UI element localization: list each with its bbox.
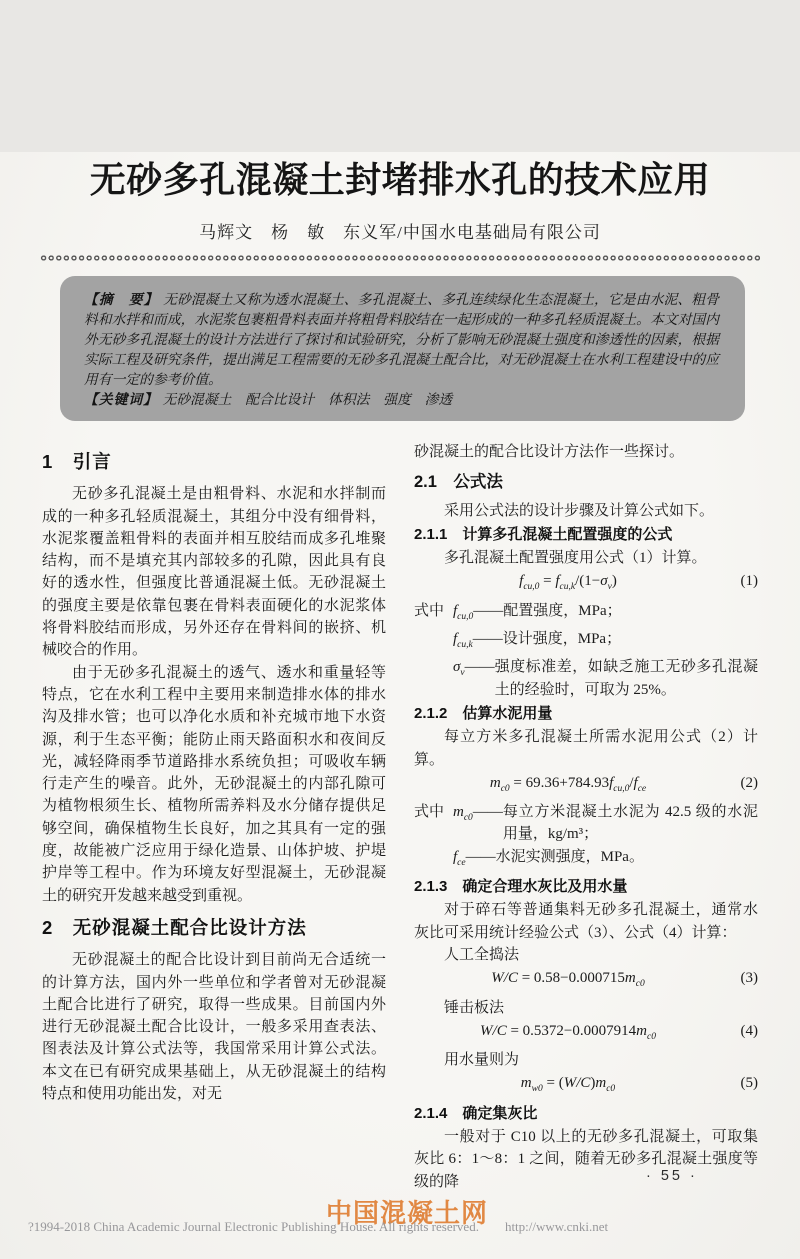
subscript: ce [637, 783, 647, 794]
formula-1-number: (1) [740, 573, 758, 590]
operator: = ( [542, 1075, 564, 1092]
subscript: c0 [606, 1084, 616, 1095]
method-label: 锤击板法 [444, 999, 505, 1016]
var: W/C [480, 1022, 507, 1039]
scanned-paper-page [0, 152, 800, 1259]
shizhong-label: 式中 [414, 804, 445, 821]
formula-4 [414, 1020, 758, 1048]
definition-desc: 强度标准差，如缺乏施工无砂多孔混凝土的经验时，可取为 25%。 [494, 659, 758, 698]
abstract-label: 【摘 要】 [84, 292, 164, 307]
subscript: cu,k [457, 640, 473, 651]
definition-desc: 水泥实测强度，MPa。 [495, 848, 644, 865]
definition-desc: 配置强度，MPa； [503, 602, 622, 619]
definition-row [414, 600, 758, 628]
abstract-box [60, 276, 745, 421]
var: f [633, 774, 638, 791]
formula-4-expression [414, 1020, 722, 1048]
definition-term [453, 600, 503, 628]
subscript: v [460, 668, 465, 679]
paragraph: 一般对于 C10 以上的无砂多孔混凝土，可取集灰比 6：1～8：1 之间，随着无砂多孔混凝土强度等级的降 [414, 1129, 758, 1190]
subscript: w0 [531, 1084, 543, 1095]
formula-2 [414, 772, 758, 800]
section-2-1-4-heading: 2.1.4 确定集灰比 [414, 1104, 538, 1122]
var: f [453, 848, 458, 865]
definition-row [414, 656, 758, 701]
formula-3 [414, 967, 758, 995]
operator: = 0.5372−0.0007914 [506, 1022, 637, 1039]
section-1-heading: 1 引言 [42, 451, 112, 472]
section-2-1-2-heading: 2.1.2 估算水泥用量 [414, 704, 553, 722]
operator: = 0.58−0.000715 [517, 970, 625, 987]
copyright-text: ?1994-2018 China Academic Journal Electronic Publishing House. All rights reserved. [28, 1219, 479, 1234]
right-column [414, 441, 758, 1193]
definition-term [453, 656, 495, 684]
dash: —— [465, 848, 496, 865]
section-2-heading: 2 无砂混凝土配合比设计方法 [42, 916, 307, 938]
subscript: ce [457, 857, 466, 868]
decorative-chain-divider [40, 254, 760, 262]
subscript: cu,0 [613, 783, 630, 794]
formula-1 [414, 570, 758, 598]
section-2-1-3-heading: 2.1.3 确定合理水灰比及用水量 [414, 878, 628, 896]
dash: —— [472, 804, 503, 821]
subscript: c0 [635, 979, 645, 990]
abstract-text: 无砂混凝土又称为透水混凝土、多孔混凝土、多孔连续绿化生态混凝土，它是由水泥、粗骨料和水拌和而成，水泥浆包裹粗骨料表面并将粗骨料胶结在一起形成的一种多孔轻质混凝土。本文对国内外无砂多孔混凝土的设计方法进行了探讨和试验研究，分析了影响无砂混凝土强度和渗透性的因素，根据实际工程及研究条件，提出满足工程需要的无砂多孔混凝土配合比，对无砂混凝土在水利工程建设中的应用有一定的参考价值。 [84, 292, 719, 387]
subscript: c0 [500, 783, 510, 794]
section-2-1-heading: 2.1 公式法 [414, 473, 503, 492]
formula-1-definitions [414, 600, 758, 701]
method-label: 用水量则为 [444, 1052, 520, 1069]
keywords-label: 【关键词】 [84, 392, 163, 407]
paragraph: 无砂多孔混凝土是由粗骨料、水泥和水拌制而成的一种多孔轻质混凝土，其组分中没有细骨料，水泥浆覆盖粗骨料的表面并相互胶结而成多孔堆聚结构，而不是填充其内部较多的孔隙，因此具有良好的透水性，但强度比普通混凝土低。无砂混凝土的强度主要是依靠包裹在骨料表面硬化的水泥浆体将骨料胶结而形成，另外还存在骨料间的嵌挤、机械咬合的作用。 [42, 486, 386, 659]
subscript: c0 [646, 1031, 656, 1042]
operator: = 69.36+784.93 [509, 774, 610, 791]
authors-line: 马辉文 杨 敏 东义军/中国水电基础局有限公司 [199, 223, 601, 242]
formula-2-number: (2) [740, 774, 758, 791]
var: m [595, 1075, 607, 1092]
section-2-1-1-heading: 2.1.1 计算多孔混凝土配置强度的公式 [414, 525, 673, 543]
var: m [520, 1075, 532, 1092]
operator: / [629, 774, 634, 791]
dash: —— [472, 631, 503, 648]
definition-term [453, 628, 503, 656]
copyright-footer [28, 1219, 608, 1235]
var: f [453, 631, 458, 648]
keywords-text: 无砂混凝土 配合比设计 体积法 强度 渗透 [162, 392, 453, 407]
formula-2-definitions [414, 801, 758, 874]
site-watermark: 中国混凝土网 [326, 1198, 489, 1228]
dash: —— [464, 659, 495, 676]
formula-1-expression [414, 570, 722, 598]
paragraph: 对于碎石等普通集料无砂多孔混凝土，通常水灰比可采用统计经验公式（3）、公式（4）计算： [414, 902, 758, 941]
definition-term [453, 846, 496, 874]
shizhong-label: 式中 [414, 602, 445, 619]
definition-row [414, 846, 758, 874]
subscript: cu,0 [523, 582, 540, 593]
cnki-url: http://www.cnki.net [504, 1219, 609, 1234]
subscript: cu,0 [457, 611, 474, 622]
paper-title: 无砂多孔混凝土封堵排水孔的技术应用 [89, 160, 711, 200]
var: f [609, 774, 614, 791]
subscript: cu,k [559, 582, 576, 593]
var: σ [453, 659, 461, 676]
two-column-body [42, 441, 758, 1193]
paragraph: 无砂混凝土的配合比设计到目前尚无合适统一的计算方法，国内外一些单位和学者曾对无砂混凝土配合比进行了研究，取得一些成果。目前国内外进行无砂混凝土配合比设计，一般多采用查表法、图表法及计算公式法等，我国常采用计算公式法。本文在已有研究成果基础上，从无砂混凝土的结构特点和使用功能出发，对无 [42, 952, 386, 1103]
var: m [453, 804, 464, 821]
formula-5-expression [414, 1072, 722, 1100]
formula-4-number: (4) [740, 1022, 758, 1039]
paragraph: 多孔混凝土配置强度用公式（1）计算。 [444, 550, 707, 567]
definition-term [453, 801, 503, 829]
var: f [519, 573, 524, 590]
operator: = [539, 573, 556, 590]
formula-5-number: (5) [740, 1075, 758, 1092]
left-column [42, 441, 386, 1193]
dash: —— [473, 602, 504, 619]
paragraph: 每立方米多孔混凝土所需水泥用公式（2）计算。 [414, 729, 758, 768]
subscript: v [607, 582, 612, 593]
formula-3-expression [414, 967, 722, 995]
definition-desc: 每立方米混凝土水泥为 42.5 级的水泥用量，kg/m³； [502, 804, 758, 843]
operator: ) [590, 1075, 596, 1092]
var: W/C [491, 970, 518, 987]
definition-row [414, 628, 758, 656]
definition-desc: 设计强度，MPa； [502, 631, 622, 648]
var: f [453, 602, 458, 619]
var: m [624, 970, 636, 987]
subscript: c0 [463, 813, 473, 824]
paragraph: 由于无砂多孔混凝土的透气、透水和重量轻等特点，它在水利工程中主要用来制造排水体的排水沟及排水管；也可以净化水质和补充城市地下水资源，利于生态平衡；能防止雨天路面积水和夜间反光，减轻降雨季节道路排水系统负担；可吸收车辆行走产生的噪音。此外，无砂混凝土的内部孔隙可为植物根须生长、植物所需养料及水分储存提供足够空间，确保植物生长良好，加之其具有一定的强度，故能被广泛应用于绿化造景、山体护坡、护堤护岸等工程中。作为环境友好型混凝土，无砂混凝土的研究开发越来越受到重视。 [42, 664, 386, 904]
var: σ [600, 573, 608, 590]
definition-row [414, 801, 758, 846]
paragraph-continuation: 砂混凝土的配合比设计方法作一些探讨。 [414, 444, 685, 460]
operator: ) [611, 573, 617, 590]
page-number: · 55 · [646, 1168, 698, 1184]
paragraph: 采用公式法的设计步骤及计算公式如下。 [444, 502, 715, 519]
var: m [489, 774, 501, 791]
var: W/C [563, 1075, 591, 1092]
formula-2-expression [414, 772, 722, 800]
formula-3-number: (3) [740, 970, 758, 987]
operator: /(1− [575, 573, 601, 590]
formula-5 [414, 1072, 758, 1100]
var: m [636, 1022, 647, 1039]
method-label: 人工全捣法 [444, 946, 520, 963]
var: f [555, 573, 560, 590]
